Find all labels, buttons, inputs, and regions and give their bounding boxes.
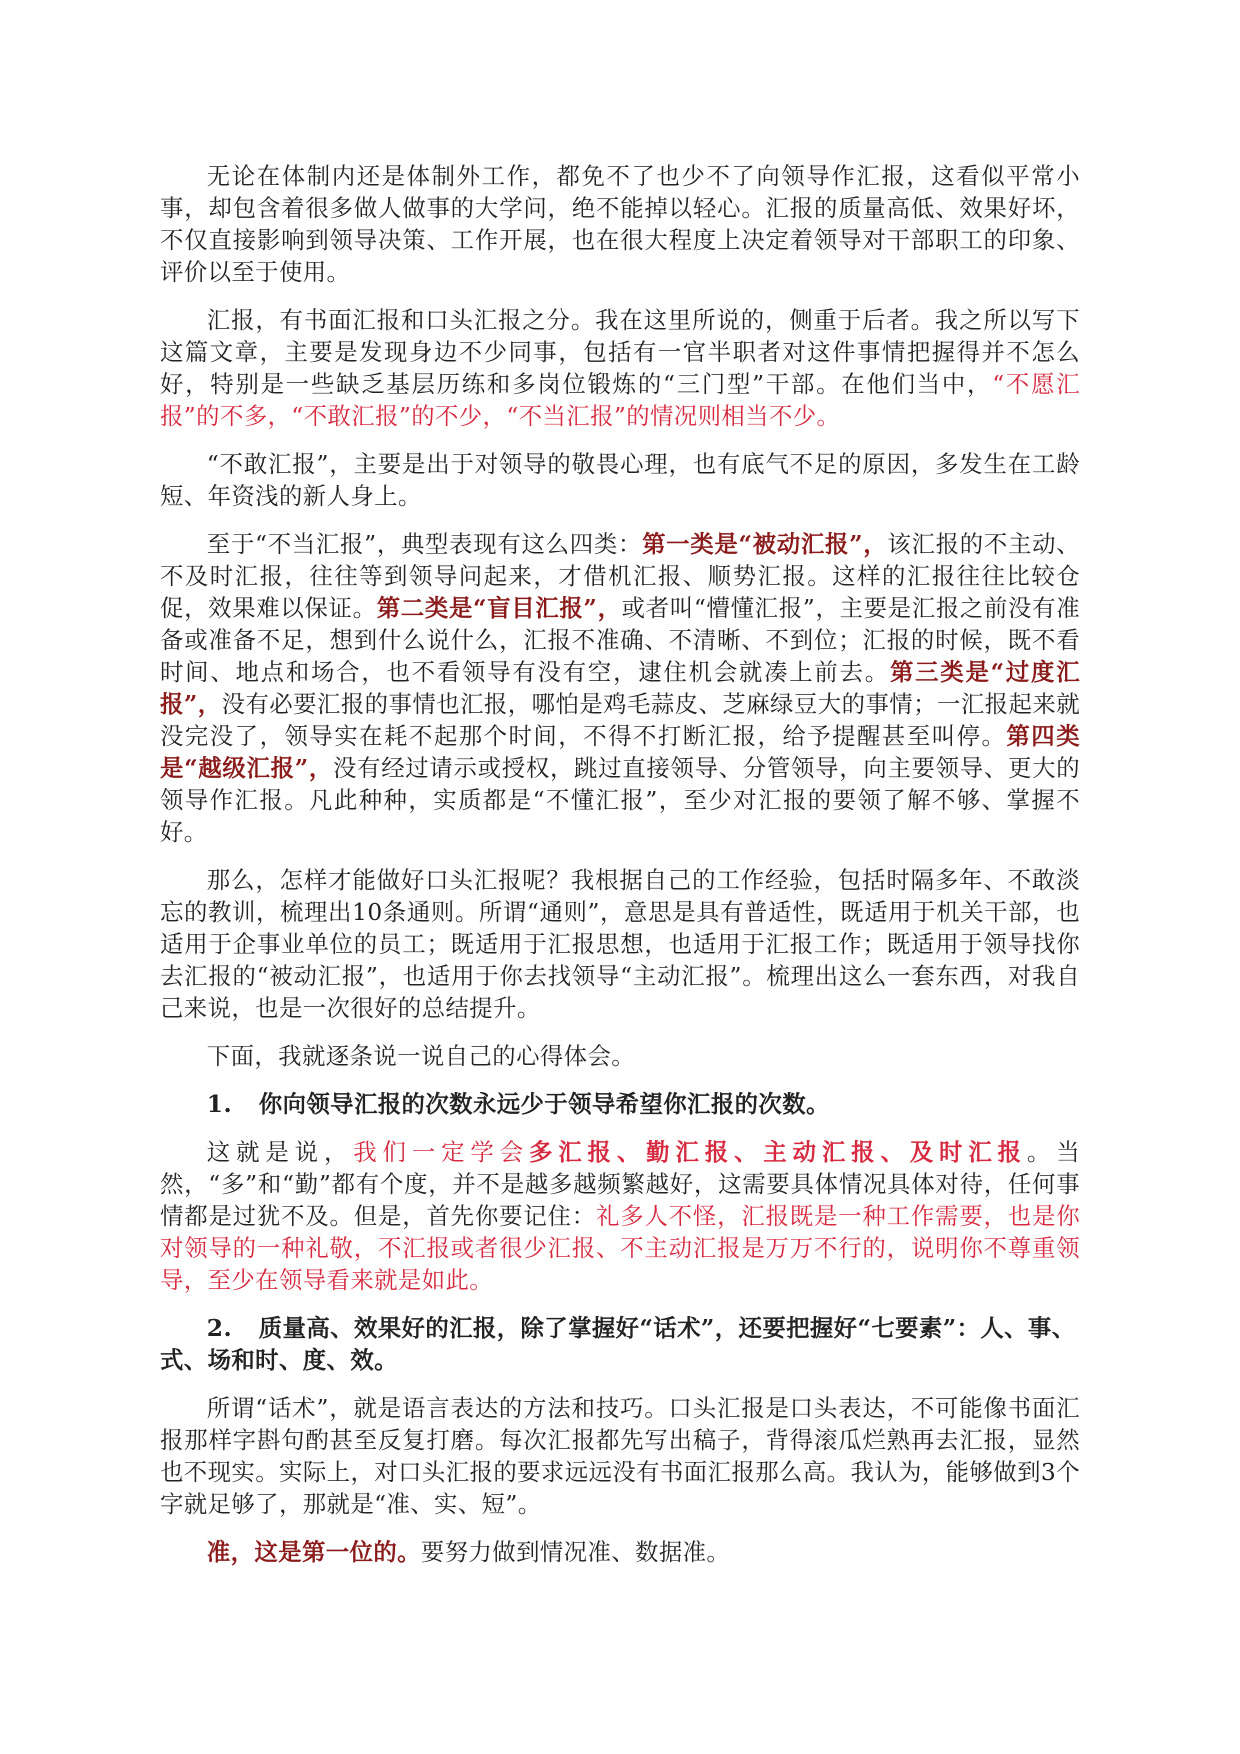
paragraph-how-to: 那么，怎样才能做好口头汇报呢？我根据自己的工作经验，包括时隔多年、不敢淡忘的教训，梳理出10条通则。所谓“通则”，意思是具有普适性，既适用于机关干部，也适用于企事业单位的员工；既适用于汇报思想，也适用于汇报工作；既适用于领导找你去汇报的“被动汇报”，也适用于你去找领导“主动汇报”。梳理出这么一套东西，对我自己来说，也是一次很好的总结提升。 [160,866,1080,1022]
highlight-text: 我们一定学会 [353,1138,529,1166]
emphasis-accuracy: 准，这是第一位的。 [206,1538,421,1566]
paragraph-text: 没有必要汇报的事情也汇报，哪怕是鸡毛蒜皮、芝麻绿豆大的事情；一汇报起来就没完没了，领导实在耗不起那个时间，不得不打断汇报，给予提醒甚至叫停。 [160,690,1080,750]
heading-number: 1. [206,1090,233,1118]
emphasis-type-2: 第二类是“盲目汇报”， [376,594,622,622]
heading-rule-2 [160,1312,1080,1376]
paragraph-text: 没有经过请示或授权，跳过直接领导、分管领导，向主要领导、更大的领导作汇报。凡此种种，实质都是“不懂汇报”，至少对汇报的要领了解不够、掌握不好。 [160,754,1080,846]
document-page [160,160,1080,1584]
paragraph-rule-2: 所谓“话术”，就是语言表达的方法和技巧。口头汇报是口头表达，不可能像书面汇报那样字斟句酌甚至反复打磨。每次汇报都先写出稿子，背得滚瓜烂熟再去汇报，显然也不现实。实际上，对口头汇报的要求远远没有书面汇报那么高。我认为，能够做到3个字就足够了，那就是“准、实、短”。 [160,1394,1080,1518]
paragraph-intro: 无论在体制内还是体制外工作，都免不了也少不了向领导作汇报，这看似平常小事，却包含着很多做人做事的大学问，绝不能掉以轻心。汇报的质量高低、效果好坏，不仅直接影响到领导决策、工作开展，也在很大程度上决定着领导对干部职工的印象、评价以至于使用。 [160,162,1080,286]
paragraph-text: 这就是说， [206,1138,354,1166]
paragraph-text: 。当然，“多”和“勤”都有个度，并不是越多越频繁越好，这需要具体情况具体对待，任何事情都是过犹不及。但是，首先你要记住： [160,1138,1080,1230]
paragraph-text: 汇报，有书面汇报和口头汇报之分。我在这里所说的，侧重于后者。我之所以写下这篇文章，主要是发现身边不少同事，包括有一官半职者对这件事情把握得并不怎么好，特别是一些缺乏基层历练和多岗位锻炼的“三门型”干部。在他们当中， [160,306,1080,398]
paragraph-report-types [160,304,1080,432]
paragraph-text: 要努力做到情况准、数据准。 [420,1538,731,1566]
paragraph-accuracy [160,1536,1080,1568]
highlight-text: “不愿汇报”的不多，“不敢汇报”的不少，“不当汇报”的情况则相当不少。 [160,370,1081,430]
highlight-bold-text: 多汇报、勤汇报、主动汇报、及时汇报 [528,1138,1027,1166]
paragraph-text: 该汇报的不主动、不及时汇报，往往等到领导问起来，才借机汇报、顺势汇报。这样的汇报往往比较仓促，效果难以保证。 [160,530,1080,622]
heading-text: 你向领导汇报的次数永远少于领导希望你汇报的次数。 [258,1090,830,1118]
paragraph-text: 或者叫“懵懂汇报”，主要是汇报之前没有准备或准备不足，想到什么说什么，汇报不准确、不清晰、不到位；汇报的时候，既不看时间、地点和场合，也不看领导有没有空，逮住机会就凑上前去。 [160,594,1080,686]
heading-text: 质量高、效果好的汇报，除了掌握好“话术”，还要把握好“七要素”：人、事、式、场和时、度、效。 [160,1314,1076,1374]
paragraph-intro-rules: 下面，我就逐条说一说自己的心得体会。 [206,1042,636,1070]
paragraph-text: 至于“不当汇报”，典型表现有这么四类： [206,530,643,558]
highlight-text: 礼多人不怪，汇报既是一种工作需要，也是你对领导的一种礼敬，不汇报或者很少汇报、不主动汇报是万万不行的，说明你不尊重领导，至少在领导看来就是如此。 [160,1202,1081,1294]
emphasis-type-4: 第四类是“越级汇报”， [160,722,1080,782]
emphasis-type-3: 第三类是“过度汇报”， [160,658,1080,718]
paragraph-dare-not-report: “不敢汇报”，主要是出于对领导的敬畏心理，也有底气不足的原因，多发生在工龄短、年资浅的新人身上。 [160,450,1080,510]
emphasis-type-1: 第一类是“被动汇报”， [642,530,888,558]
paragraph-improper-report [160,528,1080,848]
heading-number: 2. [206,1314,233,1342]
heading-rule-1 [160,1088,1080,1120]
paragraph-rule-1 [160,1136,1080,1296]
